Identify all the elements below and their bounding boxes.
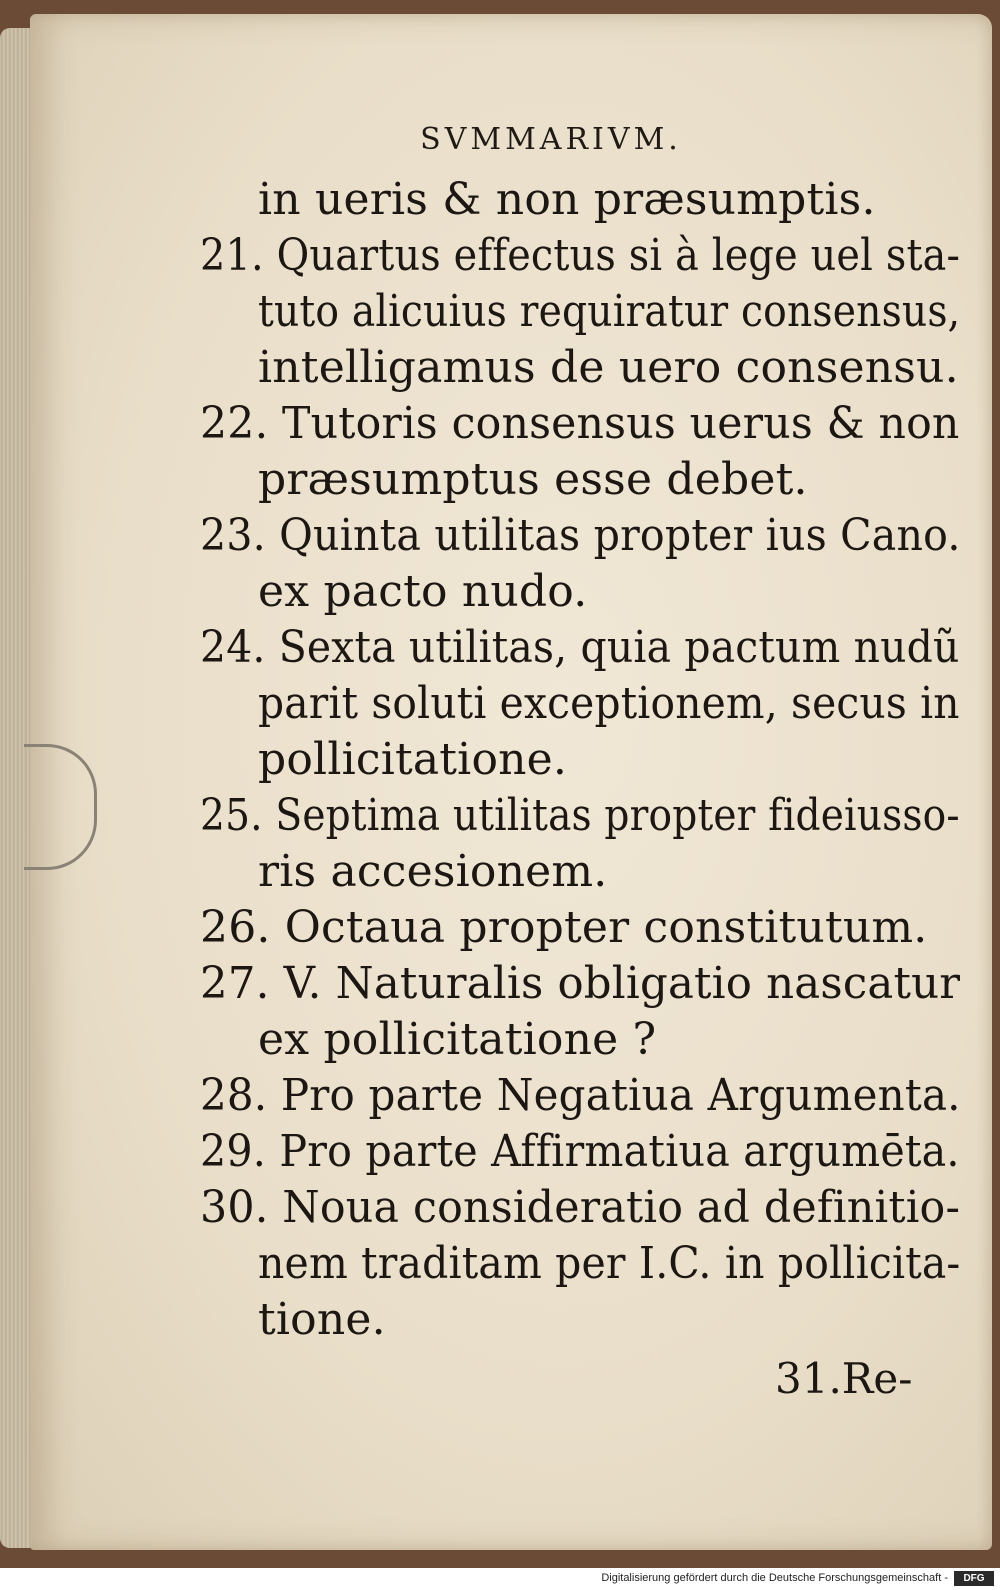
text-line: præsumptus esse debet. — [258, 454, 808, 505]
book-page — [30, 14, 992, 1550]
text-line: 24. Sexta utilitas, quia pactum nudũ — [200, 622, 960, 673]
text-line: tuto alicuius requiratur consensus, — [258, 286, 961, 337]
text-line: 30. Noua consideratio ad definitio- — [200, 1182, 961, 1233]
text-line: pollicitatione. — [258, 734, 568, 785]
footer-bar — [0, 1568, 1000, 1590]
running-head: SVMMARIVM. — [420, 122, 682, 157]
text-line: ex pacto nudo. — [258, 566, 588, 617]
text-line: 22. Tutoris consensus uerus & non — [200, 398, 960, 449]
text-line: 28. Pro parte Negatiua Argumenta. — [200, 1070, 961, 1121]
text-line: 23. Quinta utilitas propter ius Cano. — [200, 510, 961, 561]
text-line: parit soluti exceptionem, secus in — [258, 678, 960, 729]
text-line: intelligamus de uero consensu. — [258, 342, 959, 393]
catchword: 31.Re- — [775, 1354, 913, 1403]
text-line: ris accesionem. — [258, 846, 608, 897]
dfg-logo: DFG — [954, 1571, 994, 1586]
text-line: nem traditam per I.C. in pollicita- — [258, 1238, 961, 1289]
text-line: 27. V. Naturalis obligatio nascatur — [200, 958, 961, 1009]
text-line: 29. Pro parte Affirmatiua argumēta. — [200, 1126, 960, 1177]
text-line: 25. Septima utilitas propter fideiusso- — [200, 790, 960, 841]
text-line: 26. Octaua propter constitutum. — [200, 902, 928, 953]
summary-lines — [30, 14, 992, 1550]
text-line: tione. — [258, 1294, 386, 1345]
text-line: in ueris & non præsumptis. — [258, 174, 876, 225]
text-line: 21. Quartus effectus si à lege uel sta- — [200, 230, 961, 281]
text-line: ex pollicitatione ? — [258, 1014, 657, 1065]
footer-credit: Digitalisierung gefördert durch die Deutsche Forschungsgemeinschaft - — [601, 1572, 948, 1584]
